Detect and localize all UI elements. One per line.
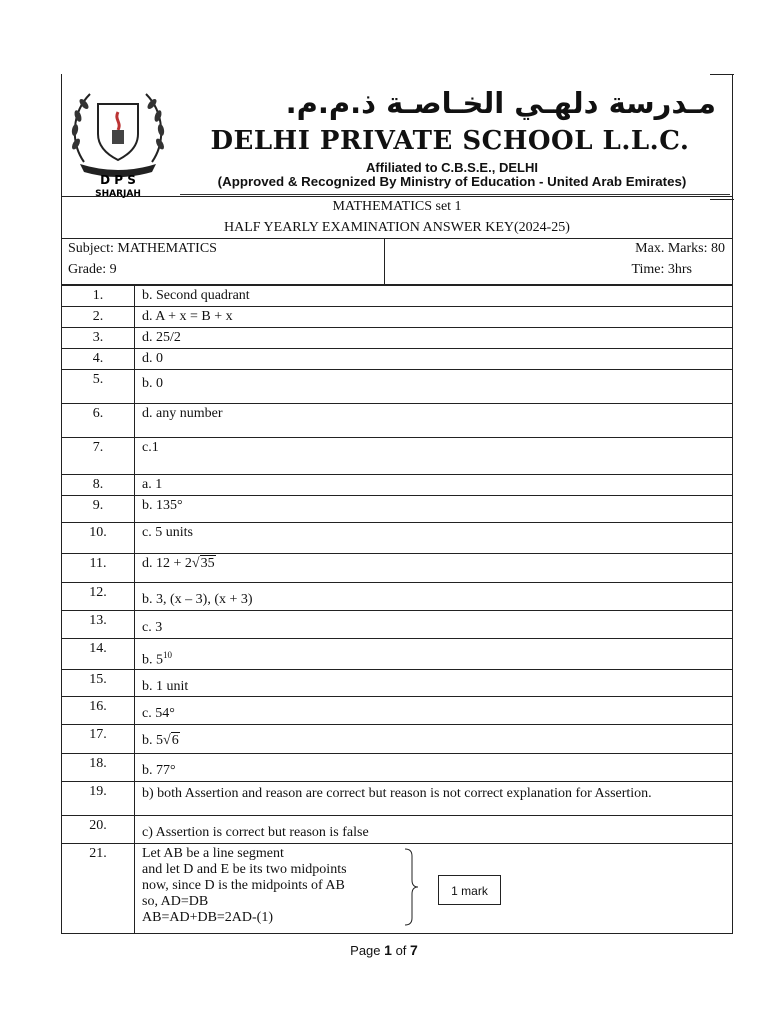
question-number: 7. <box>62 438 135 475</box>
corner-rule <box>710 74 734 75</box>
answer-text <box>135 843 733 933</box>
question-number: 1. <box>62 286 135 307</box>
table-row <box>62 307 733 328</box>
subject-label: Subject: MATHEMATICS <box>68 241 217 256</box>
answer-table <box>61 285 733 934</box>
question-number: 13. <box>62 611 135 639</box>
answer-text: c. 5 units <box>135 523 733 554</box>
question-number: 12. <box>62 583 135 611</box>
page-current: 1 <box>384 942 392 958</box>
approval-text: (Approved & Recognized By Ministry of Education - United Arab Emirates) <box>217 174 687 189</box>
page-total: 7 <box>410 942 418 958</box>
max-marks-label: Max. Marks: 80 <box>635 241 725 256</box>
info-divider <box>384 239 385 285</box>
answer-sheet <box>61 74 733 931</box>
grade-label: Grade: 9 <box>68 262 117 277</box>
working-line: AB=AD+DB=2AD-(1) <box>142 909 274 925</box>
question-number: 17. <box>62 724 135 753</box>
square-root-icon: √35 <box>191 556 215 571</box>
of-word: of <box>395 943 407 958</box>
answer-text: c. 3 <box>135 611 733 639</box>
working-line: now, since D is the midpoints of AB <box>142 877 345 893</box>
answer-text: b. 77° <box>135 753 733 781</box>
question-number: 11. <box>62 554 135 583</box>
answer-text: d. 25/2 <box>135 328 733 349</box>
header-divider <box>180 194 730 195</box>
question-number: 6. <box>62 404 135 438</box>
answer-text: b. 135° <box>135 496 733 523</box>
question-number: 19. <box>62 781 135 815</box>
table-row <box>62 843 733 933</box>
school-header <box>61 74 733 197</box>
table-row <box>62 328 733 349</box>
svg-text:SHARJAH: SHARJAH <box>95 189 141 198</box>
school-crest-icon <box>66 82 170 198</box>
page-number <box>0 942 768 958</box>
question-number: 20. <box>62 815 135 843</box>
question-number: 8. <box>62 475 135 496</box>
question-number: 2. <box>62 307 135 328</box>
question-number: 3. <box>62 328 135 349</box>
table-row <box>62 349 733 370</box>
answer-text <box>135 554 733 583</box>
question-number: 16. <box>62 696 135 724</box>
answer-text: b. 0 <box>135 370 733 404</box>
radicand: 35 <box>200 556 215 571</box>
table-row <box>62 696 733 724</box>
question-number: 21. <box>62 843 135 933</box>
table-row <box>62 781 733 815</box>
table-row <box>62 753 733 781</box>
working-line: and let D and E be its two midpoints <box>142 861 347 877</box>
answer-text: b. Second quadrant <box>135 286 733 307</box>
table-row <box>62 815 733 843</box>
exam-info <box>61 239 733 285</box>
answer-text: d. 0 <box>135 349 733 370</box>
question-number: 5. <box>62 370 135 404</box>
table-row <box>62 523 733 554</box>
answer-text: a. 1 <box>135 475 733 496</box>
answer-text: b. 1 unit <box>135 669 733 696</box>
question-number: 10. <box>62 523 135 554</box>
answer-prefix: d. 12 + 2 <box>142 556 192 571</box>
working-line: Let AB be a line segment <box>142 845 284 861</box>
answer-text: c.1 <box>135 438 733 475</box>
question-number: 4. <box>62 349 135 370</box>
exam-title: HALF YEARLY EXAMINATION ANSWER KEY(2024-25) <box>224 220 570 235</box>
school-name: DELHI PRIVATE SCHOOL L.L.C. <box>210 126 690 156</box>
answer-text: d. A + x = B + x <box>135 307 733 328</box>
radicand: 6 <box>171 732 179 748</box>
answer-text: c) Assertion is correct but reason is false <box>135 815 733 843</box>
table-row <box>62 583 733 611</box>
answer-prefix: b. 5 <box>142 732 163 748</box>
question-number: 9. <box>62 496 135 523</box>
table-row <box>62 724 733 753</box>
exponent: 10 <box>163 650 172 660</box>
answer-text: d. any number <box>135 404 733 438</box>
answer-prefix: b. 5 <box>142 652 163 668</box>
table-row <box>62 475 733 496</box>
svg-text:D P S: D P S <box>100 173 136 187</box>
table-row <box>62 370 733 404</box>
question-number: 14. <box>62 639 135 670</box>
table-row <box>62 669 733 696</box>
affiliation-text: Affiliated to C.B.S.E., DELHI <box>366 160 538 175</box>
table-row <box>62 639 733 670</box>
table-row <box>62 404 733 438</box>
right-brace-icon <box>404 848 420 926</box>
table-row <box>62 496 733 523</box>
answer-text <box>135 639 733 670</box>
working-line: so, AD=DB <box>142 893 209 909</box>
exam-subject-title: MATHEMATICS set 1 <box>332 199 462 214</box>
question-number: 18. <box>62 753 135 781</box>
time-label: Time: 3hrs <box>631 262 692 277</box>
answer-text <box>135 724 733 753</box>
mark-label: 1 mark <box>438 875 501 905</box>
square-root-icon: √6 <box>163 732 179 748</box>
table-row <box>62 286 733 307</box>
answer-text: c. 54° <box>135 696 733 724</box>
question-number: 15. <box>62 669 135 696</box>
table-row <box>62 438 733 475</box>
page-word: Page <box>350 943 381 958</box>
answer-text: b) both Assertion and reason are correct but reason is not correct explanation for Assertion. <box>135 781 733 815</box>
answer-working <box>142 846 732 926</box>
answer-text: b. 3, (x – 3), (x + 3) <box>135 583 733 611</box>
table-row <box>62 611 733 639</box>
school-name-arabic: مـدرسة دلهـي الخـاصـة ذ.م.م. <box>285 86 716 120</box>
table-row <box>62 554 733 583</box>
